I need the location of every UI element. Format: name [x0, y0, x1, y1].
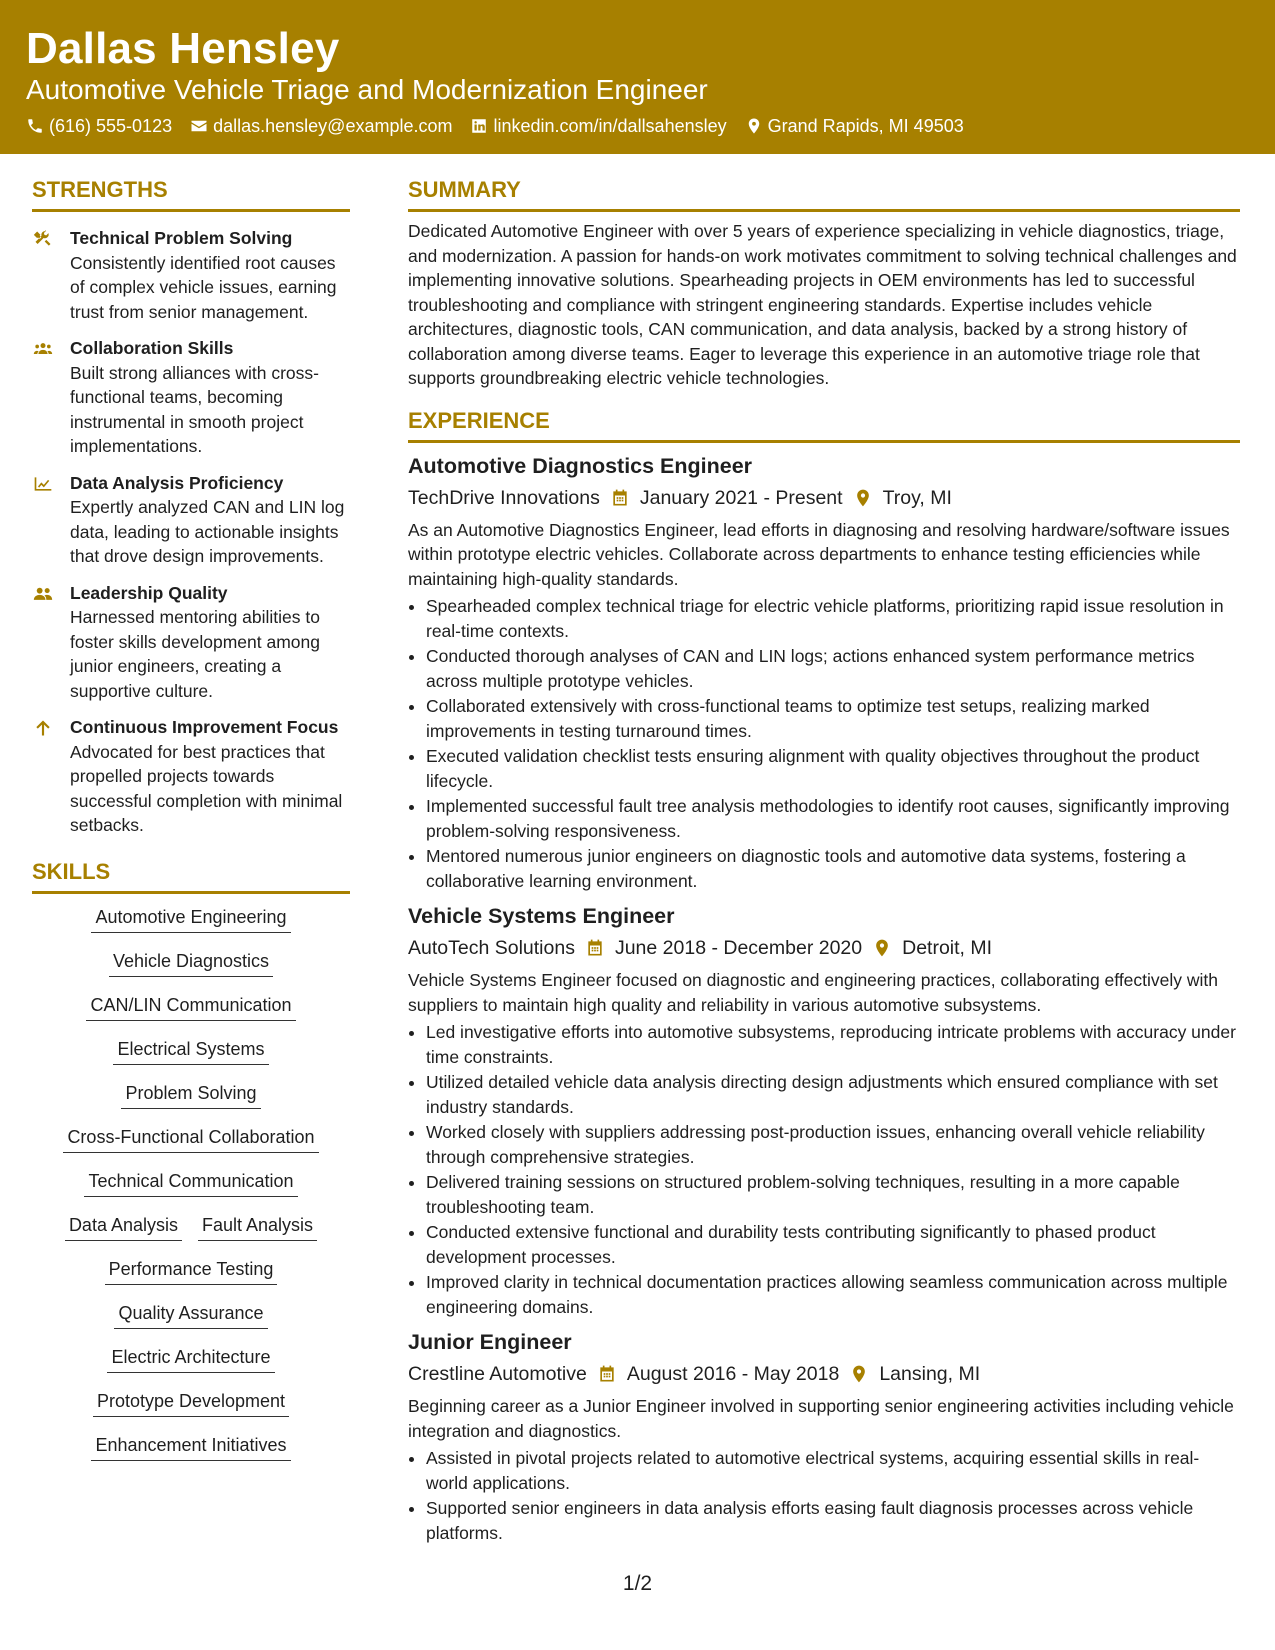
strength-desc: Built strong alliances with cross-functional teams, becoming instrumental in smooth project implementations.	[70, 362, 319, 456]
skill-tag: Vehicle Diagnostics	[109, 948, 273, 977]
job-entry	[408, 901, 1240, 1319]
contact-phone	[26, 114, 172, 138]
strengths-heading: STRENGTHS	[32, 176, 350, 212]
job-company: AutoTech Solutions	[408, 937, 575, 959]
job-meta	[408, 483, 1240, 513]
bullet-item: • Spearheaded complex technical triage for electric vehicle platforms, prioritizing rapid issue resolution in real-time contexts.	[426, 594, 1240, 643]
linkedin-link[interactable]: linkedin.com/in/dallsahensley	[493, 116, 727, 136]
strength-item	[32, 581, 350, 704]
calendar-icon	[585, 938, 605, 958]
strength-item	[32, 336, 350, 459]
skill-tag: Problem Solving	[121, 1080, 260, 1109]
skill-tag: Quality Assurance	[114, 1300, 267, 1329]
contact-email	[190, 114, 452, 138]
strength-desc: Expertly analyzed CAN and LIN log data, leading to actionable insights that drove design improvements.	[70, 497, 345, 566]
skill-tag: Electric Architecture	[107, 1344, 274, 1373]
job-location: Detroit, MI	[902, 937, 993, 959]
job-dates: June 2018 - December 2020	[614, 937, 863, 959]
map-pin-icon	[745, 117, 763, 135]
email-link[interactable]: dallas.hensley@example.com	[213, 116, 453, 136]
job-meta	[408, 933, 1240, 963]
job-entry	[408, 451, 1240, 894]
candidate-name: Dallas Hensley	[26, 24, 340, 73]
map-pin-icon	[849, 1364, 869, 1384]
bullet-item: • Led investigative efforts into automotive subsystems, reproducing intricate problems with accuracy under time constraints.	[426, 1020, 1240, 1069]
envelope-icon	[190, 117, 208, 135]
skill-tag: Electrical Systems	[113, 1036, 268, 1065]
skills-list	[32, 904, 350, 1476]
linkedin-icon	[470, 117, 488, 135]
skill-tag: Fault Analysis	[198, 1212, 317, 1241]
skill-tag: Cross-Functional Collaboration	[63, 1124, 318, 1153]
strength-item	[32, 226, 350, 324]
skill-tag: CAN/LIN Communication	[86, 992, 295, 1021]
job-description: As an Automotive Diagnostics Engineer, lead efforts in diagnosing and resolving hardware/software issues within prototype electric vehicles. Collaborate across departments to enhance testing efficiencies while maintaining high-quality standards.	[408, 519, 1230, 589]
chart-line-icon	[32, 474, 54, 494]
strength-title: Continuous Improvement Focus	[70, 717, 339, 737]
skill-tag: Data Analysis	[65, 1212, 182, 1241]
bullet-item: • Utilized detailed vehicle data analysis directing design adjustments which ensured compliance with set industry standards.	[426, 1070, 1240, 1119]
job-title: Vehicle Systems Engineer	[408, 904, 675, 928]
bullet-item: • Implemented successful fault tree analysis methodologies to identify root causes, significantly improving problem-solving responsiveness.	[426, 794, 1240, 843]
strength-desc: Harnessed mentoring abilities to foster skills development among junior engineers, creating a supportive culture.	[70, 607, 320, 701]
bullet-item: • Conducted extensive functional and durability tests contributing significantly to phased product development processes.	[426, 1220, 1240, 1269]
bullet-item: • Delivered training sessions on structured problem-solving techniques, resulting in a more capable troubleshooting team.	[426, 1170, 1240, 1219]
strength-item	[32, 471, 350, 569]
strengths-list	[32, 226, 350, 838]
strength-desc: Advocated for best practices that propelled projects towards successful completion with minimal setbacks.	[70, 741, 343, 835]
bullet-item: • Conducted thorough analyses of CAN and LIN logs; actions enhanced system performance metrics across multiple prototype vehicles.	[426, 644, 1240, 693]
job-meta	[408, 1359, 1240, 1389]
bullet-item: • Mentored numerous junior engineers on diagnostic tools and automotive data systems, fostering a collaborative learning environment.	[426, 844, 1240, 893]
right-column	[408, 176, 1240, 1546]
strength-title: Collaboration Skills	[70, 338, 234, 358]
phone-icon	[26, 117, 44, 135]
phone-text[interactable]: (616) 555-0123	[49, 116, 173, 136]
bullet-item: • Assisted in pivotal projects related to automotive electrical systems, acquiring essential skills in real-world applications.	[426, 1446, 1240, 1495]
job-bullets	[408, 1446, 1240, 1545]
strength-desc: Consistently identified root causes of complex vehicle issues, earning trust from senior management.	[70, 252, 337, 322]
strength-item	[32, 715, 350, 838]
strength-title: Technical Problem Solving	[70, 228, 293, 248]
location-text: Grand Rapids, MI 49503	[767, 116, 964, 136]
bullet-item: • Improved clarity in technical documentation practices allowing seamless communication across multiple engineering domains.	[426, 1270, 1240, 1319]
skill-tag: Prototype Development	[93, 1388, 289, 1417]
calendar-icon	[597, 1364, 617, 1384]
strength-title: Leadership Quality	[70, 582, 228, 603]
skills-heading: SKILLS	[32, 858, 350, 894]
job-dates: January 2021 - Present	[639, 486, 843, 509]
job-dates: August 2016 - May 2018	[626, 1363, 840, 1385]
users-group-icon	[32, 339, 54, 359]
job-title: Junior Engineer	[408, 1330, 572, 1354]
summary-text: Dedicated Automotive Engineer with over 5 years of experience specializing in vehicle diagnostics, triage, and modernization. A passion for hands-on work motivates commitment to solving technical challenges and implementing innovative solutions. Spearheading projects in OEM environments has led to successful troubleshooting and compliance with stringent engineering standards. Expertise includes vehicle architectures, diagnostic tools, CAN communication, and data analysis, backed by a strong history of collaboration among diverse teams. Eager to leverage this experience in an automotive triage role that supports groundbreaking electric vehicle technologies.	[408, 221, 1237, 388]
job-company: Crestline Automotive	[408, 1363, 587, 1385]
skill-tag: Enhancement Initiatives	[91, 1432, 290, 1461]
user-friends-icon	[32, 584, 54, 604]
experience-heading: EXPERIENCE	[408, 407, 1240, 443]
job-bullets	[408, 594, 1240, 893]
strength-title: Data Analysis Proficiency	[70, 472, 284, 493]
page-number: 1/2	[622, 1572, 653, 1595]
job-location: Lansing, MI	[879, 1363, 981, 1385]
bullet-item: • Supported senior engineers in data analysis efforts easing fault diagnosis processes across vehicle platforms.	[426, 1496, 1240, 1545]
job-company: TechDrive Innovations	[408, 486, 600, 509]
resume-header	[0, 0, 1275, 154]
job-title: Automotive Diagnostics Engineer	[408, 453, 753, 478]
arrow-up-icon	[32, 718, 54, 738]
job-bullets	[408, 1020, 1240, 1319]
left-column	[32, 176, 350, 1476]
skill-tag: Performance Testing	[105, 1256, 278, 1285]
contact-bar	[26, 114, 964, 138]
job-location: Troy, MI	[882, 486, 952, 509]
contact-linkedin	[470, 114, 726, 138]
summary-heading: SUMMARY	[408, 176, 1240, 212]
job-entry	[408, 1327, 1240, 1545]
job-description: Beginning career as a Junior Engineer involved in supporting senior engineering activities including vehicle integration and diagnostics.	[408, 1396, 1234, 1441]
contact-location	[745, 114, 964, 138]
job-description: Vehicle Systems Engineer focused on diagnostic and engineering practices, collaborating effectively with suppliers to maintain high quality and reliability in various automotive subsystems.	[408, 970, 1219, 1015]
candidate-title: Automotive Vehicle Triage and Modernization Engineer	[26, 74, 708, 105]
tools-icon	[32, 229, 54, 249]
bullet-item: • Executed validation checklist tests ensuring alignment with quality objectives throughout the product lifecycle.	[426, 744, 1240, 793]
bullet-item: • Collaborated extensively with cross-functional teams to optimize test setups, realizing marked improvements in testing turnaround times.	[426, 694, 1240, 743]
calendar-icon	[610, 488, 630, 508]
map-pin-icon	[853, 488, 873, 508]
map-pin-icon	[872, 938, 892, 958]
skill-tag: Technical Communication	[84, 1168, 297, 1197]
bullet-item: • Worked closely with suppliers addressing post-production issues, enhancing overall vehicle reliability through comprehensive strategies.	[426, 1120, 1240, 1169]
skill-tag: Automotive Engineering	[91, 904, 290, 933]
